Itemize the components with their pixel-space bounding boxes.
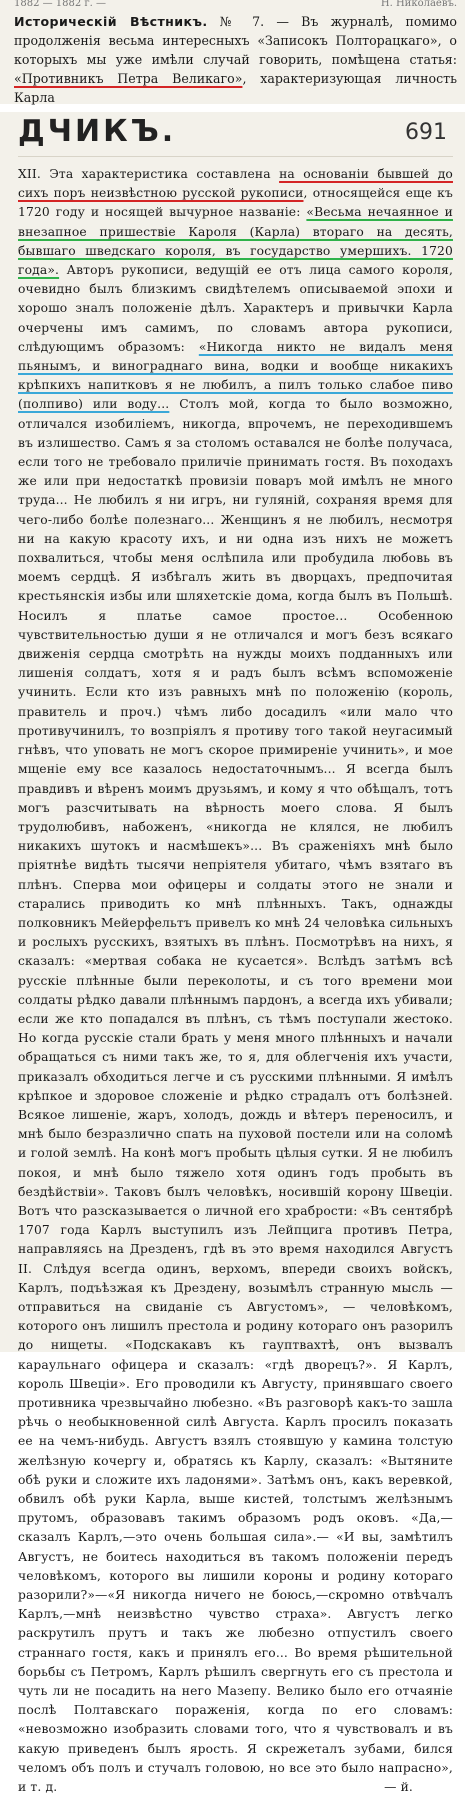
highlight-red: на основаніи бывшей до сихъ поръ неизвѣстною русской рукописи xyxy=(18,167,453,201)
cutoff-left-text: 1882 — 1882 г. — xyxy=(14,0,107,9)
signature: — й. xyxy=(384,1780,413,1795)
top-text-1: № 7. — Въ журналѣ, помимо продолженія весьма интересныхъ «Записокъ Полторацкаго», о которыхъ мы уже имѣли случай говорить, помѣщена статья: xyxy=(14,14,457,67)
article-title-highlight: «Противникъ Петра Великаго» xyxy=(14,71,243,86)
p1-d: Столъ мой, когда то было возможно, отличался изобиліемъ, никогда, впрочемъ, не переходившемъ въ излишество. Самъ я за столомъ оставался не болѣе получаса, если того не требовало приличіе принимать гостя. Въ походахъ же или при недостаткѣ провизіи поваръ мой имѣлъ не много труда... Не любилъ я ни игръ, ни гуляній, сохраняя время для чего-либо болѣе полезнаго... Женщинъ я не любилъ, несмотря ни на какую красоту ихъ, и ни одна изъ нихъ не можетъ похвалиться, чтобы меня ослѣпила или пробудила любовь въ моемъ сердцѣ. Я избѣгалъ жить въ дворцахъ, предпочитая крестьянскія избы или шляхетскіе дома, когда былъ въ Польшѣ. Носилъ я платье самое простое... Особенною чувствительностью души я не отличался и могъ безъ всякаго движенія сердца смотрѣть на нужды моихъ подданныхъ или лишенія солдатъ, хотя я и радъ былъ всѣмъ вспоможеніе учинить. Если кто изъ равныхъ мнѣ по положенію (король, правитель и проч.) чѣмъ либо досадилъ «или мало что противучинилъ, то возпріялъ я противу того такой неугасимый гнѣвъ, что уповать не могъ скорое примиреніе учинить», и мое мщеніе ему все казалось недостаточнымъ... Я всегда былъ правдивъ и вѣренъ моимъ друзьямъ, и кому я что обѣщалъ, тотъ могъ разсчитывать на вѣрность моего слова. Я былъ трудолюбивъ, набоженъ, «никогда не клялся, не любилъ никакихъ шутокъ и насмѣшекъ»... Въ сраженіяхъ мнѣ было пріятнѣе видѣть тысячи непріятеля убитаго, чѣмъ взятаго въ плѣнъ. Сперва мои офицеры и солдаты этого не знали и старались приводить ко мнѣ плѣнныхъ. Такъ, однажды полковникъ Мейерфельтъ привелъ ко мнѣ 24 человѣка сильныхъ и рослыхъ русскихъ, взятыхъ въ плѣнъ. Посмотрѣвъ на нихъ, я сказалъ: «мертвая собака не кусается». Вслѣдъ затѣмъ всѣ русскіе плѣнные были переколоты, и съ того времени мои солдаты рѣдко давали плѣннымъ пардонъ, а всегда ихъ убивали; если же кто попадался въ плѣнъ, съ тѣмъ поступали жестоко. Но когда русскіе стали брать у меня много плѣнныхъ и начали обращаться съ ними такъ же, то я, для облегченія ихъ участи, приказалъ обходиться легче и съ русскими плѣнными. Я имѣлъ крѣпкое и здоровое сложеніе и рѣдко страдалъ отъ болѣзней. Всякое лишеніе, жаръ, холодъ, дождь и вѣтеръ переносилъ, и мнѣ было безразлично спать на пуховой постели или на соломѣ и голой землѣ. На конѣ могъ пробыть цѣлыя сутки. Я не любилъ покоя, и мнѣ было тяжело хотя одинъ годъ пробыть въ бездѣйствіи». Таковъ былъ человѣкъ, носившій корону Швеціи. Вотъ что разсказывается о личной его храбрости: «Въ сентябрѣ 1707 года Карлъ выступилъ изъ Лейпцига противъ Петра, направляясь на Дрезденъ, гдѣ въ это время находился Августъ II. Слѣдуя всегда одинъ, верхомъ, впереди своихъ войскъ, Карлъ, подъѣзжая къ Дрездену, возымѣлъ странную мысль — отправиться на свиданіе съ Августомъ», — человѣкомъ, которого онъ лишилъ престола и родину котораго онъ разорилъ до нищеты. «Подскакавъ къ гауптвахтѣ, онъ вызвалъ караульнаго офицера и сказалъ: «гдѣ дворецъ?». Я Карлъ, король Швеціи». Его проводили къ Августу, принявшаго своего противника чрезвычайно любезно. «Въ разговорѣ какъ-то зашла рѣчь о необыкновенной силѣ Августа. Карлъ просилъ показать ее на чемъ-нибудь. Августъ взялъ стоявшую у камина толстую желѣзную кочергу и, обратясь къ Карлу, сказалъ: «Вытяните обѣ руки и сложите ихъ ладонями». Затѣмъ онъ, какъ веревкой, обвилъ обѣ руки Карла, выше кистей, толстымъ желѣзнымъ прутомъ, образовавъ такимъ образомъ родъ оковъ. «Да,—сказалъ Карлъ,—это очень большая сила».— «И вы, замѣтилъ Августъ, не боитесь находиться въ такомъ положеніи передъ человѣкомъ, которого вы лишили короны и родину котораго разорили?»—«Я никогда ничего не боюсь,—скромно отвѣчалъ Карлъ,—мнѣ неизвѣстно чувство страха». Августъ легко раскрутилъ прутъ и такъ же любезно отпустилъ своего страннаго гостя, какъ и принялъ его... Во время рѣшительной борьбы съ Петромъ, Карлъ рѣшилъ свергнуть его съ престола и чуть ли не посадить на него Мазепу. Велико было его отчаяніе послѣ Полтавскаго пораженія, когда по его словамъ: «невозможно изобразить словами того, что я чувствовалъ и въ какую приведенъ былъ ярость. Я скрежеталъ зубами, бился челомъ объ полъ и стучалъ головою, но все это было напрасно», и т. д. xyxy=(18,397,453,1795)
p1-b: , относящейся еще къ 1720 году и носящей вычурное названіе: xyxy=(18,186,453,220)
p1-c: Авторъ рукописи, ведущій ее отъ лица самого короля, очевидно былъ близкимъ свидѣтелемъ описываемой эпохи и хорошо зналъ положеніе дѣлъ. Характеръ и привычки Карла очерчены имъ самимъ, по словамъ автора рукописи, слѣдующимъ образомъ: xyxy=(18,263,453,354)
main-clipping xyxy=(0,112,465,1795)
cutoff-header xyxy=(14,0,457,10)
running-head-title: ДЧИКЪ. xyxy=(18,114,177,149)
journal-name: Историческій Вѣстникъ. xyxy=(14,14,208,29)
highlight-green: «Весьма нечаянное и внезапное пришествіе Кароля (Карла) втораго на десять, бывшаго шведскаго короля, въ государство умершихъ. 1720 года». xyxy=(18,205,453,278)
running-head xyxy=(18,112,453,157)
top-text-2: , характеризующая личность Карла xyxy=(14,71,457,105)
highlight-blue: «Никогда никто не видалъ меня пьянымъ, и винограднаго вина, водки и вообще никакихъ крѣпкихъ напитковъ я не любилъ, а пилъ только слабое пиво (полпиво) или воду... xyxy=(18,339,454,412)
cutoff-right-text: Н. Николаевъ. xyxy=(380,0,457,9)
top-clipping xyxy=(0,0,465,104)
p1-a: XII. Эта характеристика составлена xyxy=(18,167,280,181)
article-paragraph xyxy=(18,165,453,1797)
page-number: 691 xyxy=(405,120,447,145)
top-paragraph xyxy=(14,12,457,107)
